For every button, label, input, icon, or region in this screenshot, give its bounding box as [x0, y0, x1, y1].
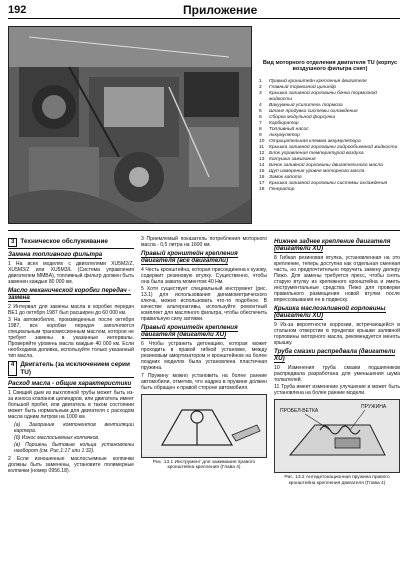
caption-item-number: 10 — [259, 138, 265, 144]
caption-item — [259, 187, 401, 193]
caption-item-text: Топливный насос — [269, 126, 309, 132]
caption-item-text: Карбюратор — [269, 120, 299, 126]
section-heading-3: 3 Техническое обслуживание — [8, 238, 134, 249]
subheading: Расход масла - общие характеристики — [8, 380, 132, 388]
list-item: (б) Износ маслосъемных колпачков. — [14, 435, 100, 442]
engine-bay-photo — [8, 26, 252, 224]
caption-item-number: 2 — [259, 84, 262, 90]
figure-13-2 — [274, 399, 400, 473]
caption-item-number: 1 — [259, 78, 262, 84]
column-3 — [274, 236, 400, 488]
paragraph: 1 На всех моделях с двигателями XU5M2/Z, XU5M3/Z или XU5M3/L (Система управления двигателем MMBA), топливный фильтр должен быть заменен каждые 80 000 км. — [8, 261, 134, 286]
caption-item-text: Вакуумный усилитель тормоза — [269, 102, 343, 108]
caption-item-number: 18 — [259, 186, 265, 192]
subheading: Крышка маслозаливной горловины (двигатели XU) — [274, 304, 386, 319]
figure-label-left: ПРОБЕЛ-ВЕТКА — [280, 408, 319, 415]
caption-item-text: Генератор — [269, 186, 295, 192]
figure-caption: Рис. 13.2 Антидетонационная пружина правого кронштейна крепления двигателя (Глава 4) — [284, 475, 390, 486]
subheading: Масло механической коробки передач - замена — [8, 287, 131, 301]
figure-caption: Рис. 13.1 Инструмент для зажимания правого кронштейна крепления (Глава 4) — [152, 459, 256, 471]
paragraph: 7 Пружину можно установить на более ранние автомобили, отметив, что надрез в пружине должен быть обращен к правой стороне автомобиля. — [141, 372, 267, 391]
subheading: Правый кронштейн крепления двигателя (все двигатели) — [141, 250, 238, 264]
caption-item-number: 8 — [259, 126, 262, 132]
subheading: Правый кронштейн крепления двигателя (двигатели XU) — [141, 324, 238, 339]
caption-item-text: Крышка заливной горловины бачка тормозной жидкости — [269, 90, 378, 102]
paragraph: 9 Из-за вероятности коррозии, встречающейся в стальном отверстии в пределах крышки заливной горловины моторного масла, рекомендуется менять крышку. — [274, 321, 400, 346]
section-heading-4: 4 Двигатель (за исключением серии TU) — [8, 361, 134, 378]
paragraph: 3 На автомобилях, произведенных после октября 1987, все коробки передач заполняются специальным трансмиссионным маслом, которое не требует замены в указанные интервалы. Проверяйте уровень масла каждые 40 000 км. Если необходима доливка, используйте только указанный тип масла. — [8, 317, 134, 360]
caption-item-number: 17 — [259, 180, 265, 186]
caption-item-text: Шланг продувки системы охлаждения — [269, 108, 358, 114]
caption-item-text: Крышка заливной горловины системы охлаждения — [269, 180, 388, 186]
divider — [8, 230, 400, 231]
figure-label-right: ПРУЖИНА — [361, 404, 387, 411]
caption-item-text: Отрицательная клемма аккумулятора — [269, 138, 361, 144]
caption-item-number: 7 — [259, 120, 262, 126]
page-number: 192 — [8, 4, 27, 16]
subheading: Нижнее заднее крепление двигателя (двигатели XU) — [274, 238, 391, 252]
caption-item-text: Катушка зажигания — [269, 156, 316, 162]
page-header — [8, 4, 400, 19]
caption-item-number: 5 — [259, 108, 262, 114]
list-item: (а) Загорание компонентов вентиляции картера. — [14, 421, 134, 434]
paragraph: 10 Изменения труба смазки подшипников распредвала разработана для уменьшения шума толкателей. — [274, 364, 400, 383]
caption-item-number: 3 — [259, 90, 262, 96]
caption-item-number: 12 — [259, 150, 265, 156]
paragraph: 6 Чтобы устранить детонацию, которая может проходить в правой гибкой установке, между резиновым амортизатором и кронштейном на более поздних моделях была установлена пластичная пружина. — [141, 341, 267, 372]
figure-13-1 — [141, 394, 267, 458]
tool-drawing — [142, 395, 266, 455]
caption-item-text: Замок капота — [269, 174, 302, 180]
column-2 — [141, 236, 267, 473]
paragraph: 2 Интервал для замены масла в коробке передач BE1 до октября 1987 был расширен до 60 000 км. — [8, 303, 134, 316]
photo-caption-list — [259, 79, 401, 193]
subheading: Замена топливного фильтра — [8, 251, 103, 259]
caption-item-text: Блок управления температурой воздуха — [269, 150, 364, 156]
caption-item-text: Сборка модульной форсунки — [269, 114, 336, 120]
caption-item-number: 13 — [259, 156, 265, 162]
caption-item-number: 15 — [259, 168, 265, 174]
photo-caption — [259, 60, 401, 193]
photo-caption-title: Вид моторного отделения двигателя TU (корпус воздушного фильтра снят) — [262, 60, 398, 73]
paragraph: 3 Приемлемый показатель потребления моторного масла - 0,5 литра на 1600 км. — [141, 236, 267, 248]
caption-item-number: 14 — [259, 162, 265, 168]
caption-item-text: Правый кронштейн крепления двигателя — [269, 78, 367, 84]
caption-item-number: 4 — [259, 102, 262, 108]
caption-item-text: Главный тормозной цилиндр — [269, 84, 337, 90]
caption-item-number: 11 — [259, 144, 265, 150]
spring-drawing — [275, 400, 399, 470]
list — [8, 422, 134, 455]
paragraph: 8 Гибкая резиновая втулка, установленная на это крепление, теперь доступна как отдельная сменная часть, но предпочтительно поручить замену дилеру Пежо. Для замены требуется пресс, чтобы снять старую втулку из крепежного кронштейна и иметь инструментальные средства Пежо для проверки правильного размещения новой втулки после впрессовывания ее в подвеску. — [274, 254, 400, 303]
caption-item-number: 16 — [259, 174, 265, 180]
caption-item-number: 9 — [259, 132, 262, 138]
caption-item — [259, 91, 401, 103]
subheading: Труба смазки распредвала (двигатели XU) — [274, 347, 396, 362]
caption-item-text: Аккумулятор — [269, 132, 300, 138]
paragraph: 11 Труба имеет изменение улучшение и может быть установлена на более ранние модели. — [274, 384, 400, 397]
list-item: (в) Поршень бытовые кольца установлены наоборот (см. Рис.1:17 или 1:32). — [14, 442, 134, 455]
column-1 — [8, 236, 134, 475]
caption-item-number: 6 — [259, 114, 262, 120]
paragraph: 2 Если изношенные маслосъемные колпачки должны быть заменены, установите полимерные колпачки (номер 0956.18). — [8, 455, 134, 474]
paragraph: 5 Хотя существует специальный инструмент (рис. 13.1) для использования динамометрического ключа, можно использовать что-то подобное. В качестве альтернативы, используйте ремонтный комплект для масляного фильтра, чтобы обеспечить правильную силу затяжки. — [141, 286, 267, 323]
paragraph: 4 Честь кронштейна, которая присоединена к кузову, содержит резиновую втулку. Существенно, чтобы она была зажата моментом 40 Нм. — [141, 266, 267, 285]
paragraph: 1 Свищий дым из выхлопной трубы может быть из-за износа клапанов цилиндров, или двигатель имеет большой пробег, или двигатель в таком состоянии может быть нормальным для двигателя с расходом масла одним литром на 1000 км. — [8, 390, 134, 421]
caption-item-text: Щуп измерения уровня моторного масла — [269, 168, 365, 174]
caption-item-text: Крышка заливной горловины гидрообъемной жидкости — [269, 144, 398, 150]
caption-item-text: Бачок заливной горловины двигательного масла — [269, 162, 383, 168]
page-title: Приложение — [183, 3, 258, 17]
